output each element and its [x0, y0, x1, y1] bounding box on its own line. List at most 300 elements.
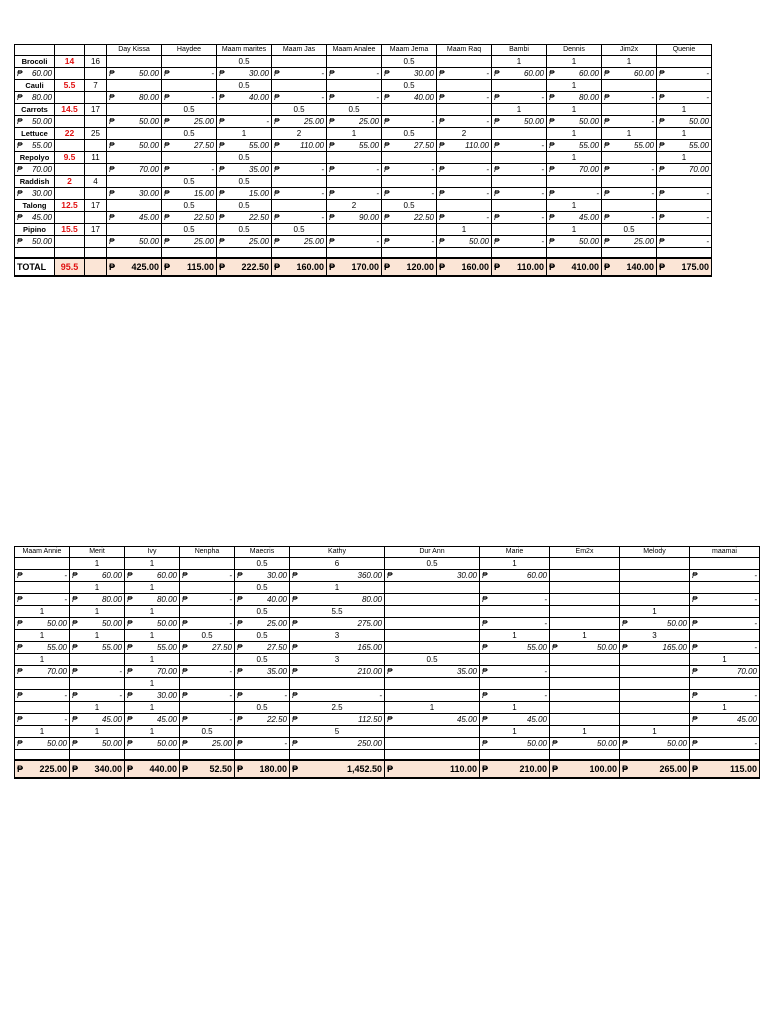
blank-cell[interactable]	[385, 594, 480, 606]
quantity-cell[interactable]: 3	[290, 654, 385, 666]
quantity-cell[interactable]	[550, 582, 620, 594]
blank-cell[interactable]	[85, 212, 107, 224]
quantity-cell[interactable]: 1	[657, 152, 712, 164]
amount-cell[interactable]	[235, 642, 290, 654]
quantity-cell[interactable]: 0.5	[272, 224, 327, 236]
amount-cell[interactable]	[107, 68, 162, 80]
blank-cell[interactable]	[480, 750, 550, 761]
quantity-cell[interactable]	[385, 678, 480, 690]
quantity-cell[interactable]: 1	[437, 224, 492, 236]
stock-count[interactable]: 17	[85, 104, 107, 116]
quantity-cell[interactable]: 1	[480, 726, 550, 738]
amount-cell[interactable]	[437, 116, 492, 128]
amount-cell[interactable]	[690, 618, 760, 630]
quantity-cell[interactable]: 1	[547, 152, 602, 164]
amount-cell[interactable]	[290, 738, 385, 750]
column-header[interactable]: Nenpha	[180, 547, 235, 558]
amount-cell[interactable]	[327, 68, 382, 80]
quantity-cell[interactable]: 1	[620, 726, 690, 738]
blank-cell[interactable]	[620, 666, 690, 678]
quantity-cell[interactable]	[162, 56, 217, 68]
quantity-cell[interactable]	[437, 80, 492, 92]
quantity-cell[interactable]	[657, 176, 712, 188]
kilo-total[interactable]: 14.5	[55, 104, 85, 116]
quantity-cell[interactable]: 0.5	[235, 582, 290, 594]
amount-cell[interactable]	[480, 594, 550, 606]
column-header[interactable]: Haydee	[162, 45, 217, 56]
quantity-cell[interactable]: 1	[327, 128, 382, 140]
kilo-total[interactable]: 5.5	[55, 80, 85, 92]
quantity-cell[interactable]: 1	[620, 606, 690, 618]
blank-cell[interactable]	[55, 140, 85, 152]
amount-cell[interactable]	[602, 164, 657, 176]
total-amount-cell[interactable]	[480, 760, 550, 778]
vegetable-name[interactable]: Talong	[15, 200, 55, 212]
amount-cell[interactable]	[690, 738, 760, 750]
quantity-cell[interactable]: 0.5	[235, 702, 290, 714]
quantity-cell[interactable]	[15, 558, 70, 570]
stock-count[interactable]: 25	[85, 128, 107, 140]
amount-cell[interactable]	[480, 618, 550, 630]
amount-cell[interactable]	[620, 642, 690, 654]
quantity-cell[interactable]	[480, 654, 550, 666]
amount-cell[interactable]	[235, 714, 290, 726]
amount-cell[interactable]	[107, 164, 162, 176]
blank-cell[interactable]	[382, 248, 437, 259]
quantity-cell[interactable]: 1	[70, 606, 125, 618]
amount-cell[interactable]	[492, 236, 547, 248]
quantity-cell[interactable]: 0.5	[382, 128, 437, 140]
amount-cell[interactable]	[70, 618, 125, 630]
amount-cell[interactable]	[180, 690, 235, 702]
quantity-cell[interactable]	[550, 678, 620, 690]
kilo-total[interactable]: 12.5	[55, 200, 85, 212]
quantity-cell[interactable]: 2	[437, 128, 492, 140]
total-amount-cell[interactable]	[437, 258, 492, 276]
quantity-cell[interactable]	[385, 630, 480, 642]
blank-cell[interactable]	[85, 116, 107, 128]
total-amount-cell[interactable]	[235, 760, 290, 778]
amount-cell[interactable]	[70, 570, 125, 582]
amount-cell[interactable]	[290, 618, 385, 630]
amount-cell[interactable]	[327, 236, 382, 248]
amount-cell[interactable]	[382, 212, 437, 224]
quantity-cell[interactable]	[492, 128, 547, 140]
quantity-cell[interactable]: 1	[547, 200, 602, 212]
amount-cell[interactable]	[690, 570, 760, 582]
amount-cell[interactable]	[125, 642, 180, 654]
unit-price-cell[interactable]	[15, 188, 55, 200]
quantity-cell[interactable]: 1	[125, 582, 180, 594]
quantity-cell[interactable]: 1	[602, 56, 657, 68]
quantity-cell[interactable]	[382, 152, 437, 164]
quantity-cell[interactable]	[382, 224, 437, 236]
quantity-cell[interactable]: 1	[385, 702, 480, 714]
blank-cell[interactable]	[385, 738, 480, 750]
quantity-cell[interactable]	[437, 200, 492, 212]
quantity-cell[interactable]	[70, 678, 125, 690]
quantity-cell[interactable]: 1	[602, 128, 657, 140]
column-header[interactable]: Maam Jas	[272, 45, 327, 56]
quantity-cell[interactable]: 1	[690, 654, 760, 666]
column-header[interactable]: maamai	[690, 547, 760, 558]
quantity-cell[interactable]	[327, 56, 382, 68]
vegetable-name[interactable]: Brocoli	[15, 56, 55, 68]
blank-cell[interactable]	[15, 750, 70, 761]
blank-cell[interactable]	[327, 248, 382, 259]
amount-cell[interactable]	[657, 140, 712, 152]
quantity-cell[interactable]: 1	[547, 104, 602, 116]
quantity-cell[interactable]	[547, 176, 602, 188]
quantity-cell[interactable]	[480, 606, 550, 618]
quantity-cell[interactable]: 3	[620, 630, 690, 642]
total-amount-cell[interactable]	[70, 760, 125, 778]
quantity-cell[interactable]: 0.5	[180, 630, 235, 642]
amount-cell[interactable]	[437, 188, 492, 200]
amount-cell[interactable]	[107, 236, 162, 248]
amount-cell[interactable]	[657, 236, 712, 248]
total-amount-cell[interactable]	[602, 258, 657, 276]
quantity-cell[interactable]	[690, 630, 760, 642]
blank-cell[interactable]	[55, 188, 85, 200]
quantity-cell[interactable]: 0.5	[235, 558, 290, 570]
amount-cell[interactable]	[547, 92, 602, 104]
column-header[interactable]: Bambi	[492, 45, 547, 56]
amount-cell[interactable]	[382, 140, 437, 152]
quantity-cell[interactable]: 3	[290, 630, 385, 642]
amount-cell[interactable]	[602, 188, 657, 200]
amount-cell[interactable]	[217, 68, 272, 80]
kilo-total[interactable]: 22	[55, 128, 85, 140]
blank-cell[interactable]	[550, 666, 620, 678]
blank-cell[interactable]	[85, 258, 107, 276]
amount-cell[interactable]	[327, 188, 382, 200]
blank-cell[interactable]	[290, 750, 385, 761]
amount-cell[interactable]	[217, 92, 272, 104]
quantity-cell[interactable]: 1	[547, 80, 602, 92]
total-amount-cell[interactable]	[180, 760, 235, 778]
total-amount-cell[interactable]	[657, 258, 712, 276]
blank-cell[interactable]	[550, 594, 620, 606]
total-label[interactable]: TOTAL	[15, 258, 55, 276]
amount-cell[interactable]	[272, 212, 327, 224]
quantity-cell[interactable]: 0.5	[180, 726, 235, 738]
vegetable-name[interactable]: Pipino	[15, 224, 55, 236]
blank-cell[interactable]	[55, 248, 85, 259]
amount-cell[interactable]	[235, 570, 290, 582]
quantity-cell[interactable]	[492, 80, 547, 92]
amount-cell[interactable]	[15, 570, 70, 582]
amount-cell[interactable]	[602, 140, 657, 152]
amount-cell[interactable]	[70, 714, 125, 726]
blank-cell[interactable]	[657, 248, 712, 259]
quantity-cell[interactable]: 1	[657, 104, 712, 116]
quantity-cell[interactable]	[15, 678, 70, 690]
vegetable-name[interactable]: Cauli	[15, 80, 55, 92]
total-kilos[interactable]: 95.5	[55, 258, 85, 276]
amount-cell[interactable]	[107, 140, 162, 152]
blank-cell[interactable]	[85, 248, 107, 259]
quantity-cell[interactable]: 0.5	[217, 56, 272, 68]
amount-cell[interactable]	[272, 68, 327, 80]
amount-cell[interactable]	[125, 666, 180, 678]
amount-cell[interactable]	[602, 68, 657, 80]
column-header[interactable]: Maam Raq	[437, 45, 492, 56]
amount-cell[interactable]	[217, 116, 272, 128]
amount-cell[interactable]	[290, 690, 385, 702]
blank-cell[interactable]	[85, 140, 107, 152]
blank-cell[interactable]	[85, 188, 107, 200]
total-amount-cell[interactable]	[690, 760, 760, 778]
quantity-cell[interactable]	[107, 200, 162, 212]
amount-cell[interactable]	[107, 92, 162, 104]
amount-cell[interactable]	[70, 738, 125, 750]
quantity-cell[interactable]: 5	[290, 726, 385, 738]
amount-cell[interactable]	[327, 140, 382, 152]
amount-cell[interactable]	[690, 594, 760, 606]
quantity-cell[interactable]: 0.5	[162, 104, 217, 116]
amount-cell[interactable]	[162, 164, 217, 176]
quantity-cell[interactable]: 0.5	[385, 558, 480, 570]
amount-cell[interactable]	[217, 140, 272, 152]
total-amount-cell[interactable]	[162, 258, 217, 276]
quantity-cell[interactable]	[492, 152, 547, 164]
column-header[interactable]: Em2x	[550, 547, 620, 558]
amount-cell[interactable]	[217, 164, 272, 176]
amount-cell[interactable]	[235, 618, 290, 630]
blank-cell[interactable]	[550, 714, 620, 726]
unit-price-cell[interactable]	[15, 212, 55, 224]
quantity-cell[interactable]: 1	[125, 654, 180, 666]
blank-cell[interactable]	[385, 642, 480, 654]
vegetable-name[interactable]: Repolyo	[15, 152, 55, 164]
amount-cell[interactable]	[272, 164, 327, 176]
amount-cell[interactable]	[480, 738, 550, 750]
quantity-cell[interactable]	[327, 80, 382, 92]
total-amount-cell[interactable]	[547, 258, 602, 276]
amount-cell[interactable]	[15, 594, 70, 606]
quantity-cell[interactable]	[272, 176, 327, 188]
amount-cell[interactable]	[70, 594, 125, 606]
amount-cell[interactable]	[547, 212, 602, 224]
amount-cell[interactable]	[180, 594, 235, 606]
stock-count[interactable]: 7	[85, 80, 107, 92]
quantity-cell[interactable]	[107, 128, 162, 140]
blank-cell[interactable]	[437, 248, 492, 259]
unit-price-cell[interactable]	[15, 68, 55, 80]
quantity-cell[interactable]	[272, 200, 327, 212]
amount-cell[interactable]	[657, 212, 712, 224]
quantity-cell[interactable]: 0.5	[162, 128, 217, 140]
quantity-cell[interactable]	[15, 582, 70, 594]
total-amount-cell[interactable]	[382, 258, 437, 276]
amount-cell[interactable]	[385, 666, 480, 678]
column-header[interactable]: Maecris	[235, 547, 290, 558]
blank-cell[interactable]	[547, 248, 602, 259]
amount-cell[interactable]	[180, 642, 235, 654]
quantity-cell[interactable]: 1	[550, 630, 620, 642]
quantity-cell[interactable]: 0.5	[162, 176, 217, 188]
quantity-cell[interactable]: 0.5	[217, 152, 272, 164]
amount-cell[interactable]	[217, 236, 272, 248]
amount-cell[interactable]	[70, 642, 125, 654]
column-header[interactable]: Maam Jema	[382, 45, 437, 56]
vegetable-name[interactable]: Carrots	[15, 104, 55, 116]
quantity-cell[interactable]: 2	[327, 200, 382, 212]
quantity-cell[interactable]	[690, 582, 760, 594]
quantity-cell[interactable]: 6	[290, 558, 385, 570]
quantity-cell[interactable]: 1	[70, 582, 125, 594]
quantity-cell[interactable]	[180, 654, 235, 666]
unit-price-cell[interactable]	[15, 92, 55, 104]
amount-cell[interactable]	[492, 140, 547, 152]
amount-cell[interactable]	[657, 116, 712, 128]
quantity-cell[interactable]	[602, 80, 657, 92]
blank-cell[interactable]	[85, 92, 107, 104]
column-header[interactable]: Maam Annie	[15, 547, 70, 558]
amount-cell[interactable]	[382, 236, 437, 248]
quantity-cell[interactable]: 0.5	[327, 104, 382, 116]
amount-cell[interactable]	[382, 68, 437, 80]
quantity-cell[interactable]: 1	[492, 56, 547, 68]
amount-cell[interactable]	[550, 738, 620, 750]
quantity-cell[interactable]: 0.5	[235, 606, 290, 618]
total-amount-cell[interactable]	[620, 760, 690, 778]
quantity-cell[interactable]	[657, 56, 712, 68]
blank-cell[interactable]	[492, 248, 547, 259]
unit-price-cell[interactable]	[15, 140, 55, 152]
amount-cell[interactable]	[217, 212, 272, 224]
header-blank[interactable]	[55, 45, 85, 56]
quantity-cell[interactable]: 0.5	[235, 654, 290, 666]
amount-cell[interactable]	[547, 236, 602, 248]
quantity-cell[interactable]	[690, 558, 760, 570]
amount-cell[interactable]	[70, 690, 125, 702]
amount-cell[interactable]	[480, 642, 550, 654]
quantity-cell[interactable]	[162, 80, 217, 92]
amount-cell[interactable]	[602, 116, 657, 128]
amount-cell[interactable]	[290, 570, 385, 582]
amount-cell[interactable]	[602, 236, 657, 248]
column-header[interactable]: Maam marites	[217, 45, 272, 56]
quantity-cell[interactable]	[620, 654, 690, 666]
amount-cell[interactable]	[480, 714, 550, 726]
kilo-total[interactable]: 9.5	[55, 152, 85, 164]
quantity-cell[interactable]: 1	[125, 606, 180, 618]
amount-cell[interactable]	[125, 738, 180, 750]
amount-cell[interactable]	[180, 666, 235, 678]
amount-cell[interactable]	[437, 212, 492, 224]
blank-cell[interactable]	[162, 248, 217, 259]
amount-cell[interactable]	[272, 236, 327, 248]
blank-cell[interactable]	[55, 92, 85, 104]
quantity-cell[interactable]	[15, 702, 70, 714]
column-header[interactable]: Maam Analee	[327, 45, 382, 56]
quantity-cell[interactable]	[657, 80, 712, 92]
amount-cell[interactable]	[180, 714, 235, 726]
quantity-cell[interactable]: 1	[70, 558, 125, 570]
stock-count[interactable]: 17	[85, 224, 107, 236]
quantity-cell[interactable]	[327, 152, 382, 164]
quantity-cell[interactable]	[235, 726, 290, 738]
blank-cell[interactable]	[235, 750, 290, 761]
amount-cell[interactable]	[125, 594, 180, 606]
amount-cell[interactable]	[15, 738, 70, 750]
amount-cell[interactable]	[492, 68, 547, 80]
amount-cell[interactable]	[180, 738, 235, 750]
stock-count[interactable]: 11	[85, 152, 107, 164]
quantity-cell[interactable]	[480, 582, 550, 594]
quantity-cell[interactable]	[180, 582, 235, 594]
quantity-cell[interactable]: 1	[550, 726, 620, 738]
total-amount-cell[interactable]	[15, 760, 70, 778]
amount-cell[interactable]	[602, 92, 657, 104]
quantity-cell[interactable]: 1	[480, 702, 550, 714]
quantity-cell[interactable]	[107, 104, 162, 116]
quantity-cell[interactable]	[690, 606, 760, 618]
amount-cell[interactable]	[480, 570, 550, 582]
amount-cell[interactable]	[162, 212, 217, 224]
quantity-cell[interactable]	[492, 176, 547, 188]
amount-cell[interactable]	[690, 714, 760, 726]
amount-cell[interactable]	[15, 690, 70, 702]
amount-cell[interactable]	[15, 714, 70, 726]
blank-cell[interactable]	[620, 750, 690, 761]
blank-cell[interactable]	[620, 690, 690, 702]
amount-cell[interactable]	[162, 116, 217, 128]
quantity-cell[interactable]	[620, 678, 690, 690]
amount-cell[interactable]	[620, 738, 690, 750]
amount-cell[interactable]	[162, 188, 217, 200]
blank-cell[interactable]	[272, 248, 327, 259]
quantity-cell[interactable]: 1	[70, 702, 125, 714]
quantity-cell[interactable]	[690, 726, 760, 738]
amount-cell[interactable]	[327, 92, 382, 104]
quantity-cell[interactable]	[107, 176, 162, 188]
amount-cell[interactable]	[382, 188, 437, 200]
quantity-cell[interactable]	[180, 606, 235, 618]
quantity-cell[interactable]	[550, 654, 620, 666]
quantity-cell[interactable]	[180, 678, 235, 690]
quantity-cell[interactable]	[382, 176, 437, 188]
amount-cell[interactable]	[180, 570, 235, 582]
quantity-cell[interactable]: 0.5	[272, 104, 327, 116]
amount-cell[interactable]	[272, 92, 327, 104]
quantity-cell[interactable]	[550, 606, 620, 618]
blank-cell[interactable]	[55, 68, 85, 80]
amount-cell[interactable]	[690, 690, 760, 702]
total-amount-cell[interactable]	[385, 760, 480, 778]
blank-cell[interactable]	[620, 594, 690, 606]
blank-cell[interactable]	[550, 750, 620, 761]
quantity-cell[interactable]	[385, 606, 480, 618]
quantity-cell[interactable]	[602, 176, 657, 188]
quantity-cell[interactable]: 1	[125, 558, 180, 570]
amount-cell[interactable]	[437, 164, 492, 176]
amount-cell[interactable]	[107, 116, 162, 128]
amount-cell[interactable]	[70, 666, 125, 678]
amount-cell[interactable]	[125, 618, 180, 630]
total-amount-cell[interactable]	[217, 258, 272, 276]
unit-price-cell[interactable]	[15, 164, 55, 176]
quantity-cell[interactable]	[385, 582, 480, 594]
amount-cell[interactable]	[15, 618, 70, 630]
quantity-cell[interactable]	[620, 558, 690, 570]
amount-cell[interactable]	[125, 714, 180, 726]
quantity-cell[interactable]	[272, 56, 327, 68]
amount-cell[interactable]	[272, 140, 327, 152]
stock-count[interactable]: 16	[85, 56, 107, 68]
